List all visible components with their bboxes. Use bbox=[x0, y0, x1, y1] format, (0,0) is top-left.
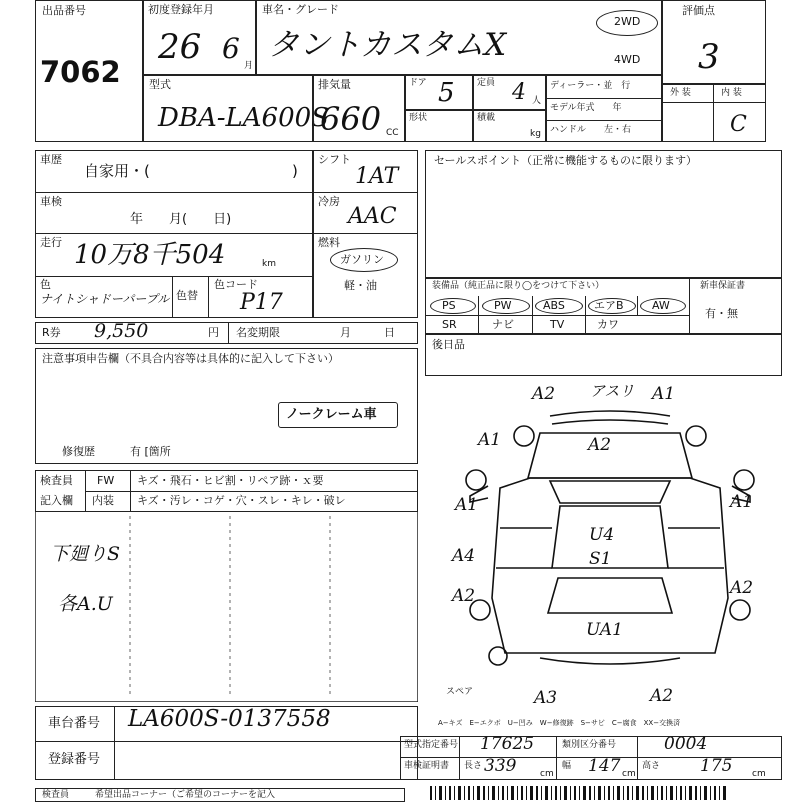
barcode bbox=[430, 786, 730, 800]
bottom-inspector-label: 検査員 bbox=[42, 790, 70, 800]
color-divider-2 bbox=[208, 276, 209, 318]
seats: 4 bbox=[512, 80, 526, 105]
seat-unit: 人 bbox=[532, 96, 542, 106]
equip-divider-3 bbox=[585, 296, 586, 334]
ext-int-divider-v bbox=[713, 84, 714, 142]
height-label: 高さ bbox=[642, 761, 661, 771]
shift-value: 1AT bbox=[355, 164, 399, 189]
regno-label: 登録番号 bbox=[48, 752, 101, 767]
fuel-option-2: 軽・油 bbox=[344, 279, 377, 292]
shape-label: 形状 bbox=[409, 113, 428, 123]
recycle-value: 9,550 bbox=[94, 320, 149, 342]
equip-leather: カワ bbox=[597, 318, 619, 331]
width-value: 147 bbox=[588, 756, 621, 776]
shift-divider-2 bbox=[313, 233, 418, 234]
load-unit: kg bbox=[530, 129, 541, 139]
equip-sr: SR bbox=[442, 318, 457, 331]
mark-a1-right-door: A1 bbox=[730, 492, 754, 512]
dealer-label: ディーラー・並 行 bbox=[550, 81, 631, 91]
disp-label: 排気量 bbox=[318, 78, 351, 91]
mark-a2-right-rear: A2 bbox=[730, 578, 754, 598]
chassis-label: 車台番号 bbox=[48, 716, 101, 731]
spare-label: スペア bbox=[446, 687, 474, 697]
int-label: 内 装 bbox=[721, 88, 742, 98]
reg-month: 6 bbox=[222, 32, 240, 65]
len-label: 長さ bbox=[464, 761, 483, 771]
mark-a2-hood: A2 bbox=[588, 435, 612, 455]
after-label: 後日品 bbox=[432, 338, 465, 351]
color-change-label: 色替 bbox=[176, 289, 198, 302]
shift-divider-1 bbox=[313, 192, 418, 193]
model-label: 型式 bbox=[149, 78, 171, 91]
len-value: 339 bbox=[484, 756, 517, 776]
height-value: 175 bbox=[700, 756, 733, 776]
recycle-yen: 円 bbox=[208, 326, 219, 339]
class-label: 類別区分番号 bbox=[562, 740, 617, 750]
equip-navi: ナビ bbox=[492, 318, 514, 331]
equip-divider-2 bbox=[532, 296, 533, 334]
dealer-divider-1 bbox=[546, 98, 662, 99]
drive-2wd: 2WD bbox=[614, 15, 641, 28]
reg-month-unit: 月 bbox=[244, 61, 254, 71]
chassis-divider-h bbox=[35, 741, 418, 742]
dealer-divider-2 bbox=[546, 120, 662, 121]
history-divider-1 bbox=[35, 192, 313, 193]
name-label: 車名・グレード bbox=[262, 3, 339, 16]
lot-number: 7062 bbox=[40, 55, 121, 89]
len-unit: cm bbox=[540, 769, 554, 779]
eval-score: 3 bbox=[698, 37, 720, 77]
ext-int-divider-h bbox=[662, 102, 766, 103]
drive-4wd: 4WD bbox=[614, 53, 641, 66]
inspect-label: 車検 bbox=[40, 195, 62, 208]
model-spec-value: 17625 bbox=[480, 734, 535, 754]
history-label: 車歴 bbox=[40, 153, 62, 166]
model-code: DBA-LA600S bbox=[158, 103, 329, 133]
history-divider-2 bbox=[35, 233, 313, 234]
deadline-value: 月 日 bbox=[340, 326, 395, 339]
inspector-divider-v1 bbox=[85, 470, 86, 512]
interior-value: キズ・汚レ・コゲ・穴・スレ・キレ・破レ bbox=[137, 494, 346, 507]
shift-label: シフト bbox=[318, 153, 351, 166]
fuel-option-1: ガソリン bbox=[340, 253, 384, 266]
mark-a2-front: A2 bbox=[532, 384, 556, 404]
load-label: 積載 bbox=[477, 113, 496, 123]
memo-line-1: 下廻りS bbox=[50, 543, 121, 565]
inspector-divider-h bbox=[85, 491, 418, 492]
warranty-label: 新車保証書 bbox=[700, 281, 746, 291]
equip-row-divider bbox=[425, 315, 689, 316]
mileage-label: 走行 bbox=[40, 236, 62, 249]
history-divider-3 bbox=[35, 276, 313, 277]
sales-label: セールスポイント（正常に機能するものに限ります） bbox=[434, 154, 698, 167]
mark-a1-left: A1 bbox=[478, 430, 502, 450]
memo-line-2: 各A.U bbox=[58, 593, 113, 615]
history-value: 自家用・( bbox=[84, 162, 150, 180]
mileage-unit: km bbox=[262, 259, 276, 269]
eval-label: 評価点 bbox=[682, 4, 715, 17]
chassis-divider-v bbox=[114, 706, 115, 780]
model-spec-label: 型式指定番号 bbox=[404, 740, 459, 750]
height-unit: cm bbox=[752, 769, 766, 779]
displacement: 660 bbox=[320, 100, 382, 138]
int-grade: C bbox=[730, 112, 747, 137]
ac-label: 冷房 bbox=[318, 195, 340, 208]
mark-u4: U4 bbox=[589, 525, 615, 545]
equip-airbag: エアB bbox=[594, 299, 624, 312]
fw-value: キズ・飛石・ヒビ割・リペア跡・ｘ要 bbox=[137, 474, 324, 487]
equip-abs: ABS bbox=[543, 299, 565, 312]
class-value: 0004 bbox=[664, 734, 708, 754]
equip-divider-4 bbox=[637, 296, 638, 315]
mark-scratch: アスリ bbox=[590, 382, 635, 400]
color-code-label: 色コード bbox=[214, 278, 258, 291]
history-close-paren: ) bbox=[292, 162, 298, 180]
spec-divider-v3 bbox=[637, 736, 638, 780]
mark-s1: S1 bbox=[589, 549, 612, 569]
equip-divider-v bbox=[689, 278, 690, 334]
warranty-value: 有・無 bbox=[705, 307, 738, 320]
stamp-text: ノークレーム車 bbox=[286, 407, 377, 422]
repair-value: 有 [箇所 bbox=[130, 445, 171, 458]
color-code: P17 bbox=[240, 290, 283, 315]
legend: A−キズ E−エクボ U−凹み W−修復跡 S−サビ C−腐食 XX−交換済 bbox=[438, 719, 681, 727]
mark-ua1: UA1 bbox=[586, 620, 623, 640]
size-label: 車検証明書 bbox=[404, 761, 450, 771]
sales-box bbox=[425, 150, 782, 278]
inspector-divider-v2 bbox=[130, 470, 131, 512]
seat-label: 定員 bbox=[477, 78, 496, 88]
recycle-label: R券 bbox=[42, 326, 61, 339]
color-label: 色 bbox=[40, 278, 51, 291]
color-value: ナイトシャドーパープル bbox=[40, 292, 170, 306]
inspect-value: 年 月( 日) bbox=[130, 212, 232, 227]
equip-ps: PS bbox=[442, 299, 456, 312]
width-label: 幅 bbox=[562, 761, 572, 771]
deadline-label: 名変期限 bbox=[236, 326, 280, 339]
equip-aw: AW bbox=[652, 299, 670, 312]
lot-label: 出品番号 bbox=[42, 4, 86, 17]
model-year-label: モデル年式 年 bbox=[550, 103, 622, 113]
spec-divider-v2 bbox=[556, 736, 557, 780]
fuel-label: 燃料 bbox=[318, 236, 340, 249]
mark-a1-front-right: A1 bbox=[652, 384, 676, 404]
car-name: タントカスタムX bbox=[268, 27, 507, 63]
reg-label: 初度登録年月 bbox=[148, 3, 214, 16]
color-divider-1 bbox=[172, 276, 173, 318]
ac-value: AAC bbox=[348, 204, 397, 229]
notes-label: 注意事項申告欄（不具合内容等は具体的に記入して下さい） bbox=[42, 352, 339, 365]
equip-label: 装備品（純正品に限り◯をつけて下さい） bbox=[432, 281, 605, 291]
mark-a2-left-rear: A2 bbox=[452, 586, 476, 606]
interior-label: 内装 bbox=[92, 494, 114, 507]
mark-a3: A3 bbox=[534, 688, 558, 708]
entry-label: 記入欄 bbox=[40, 494, 73, 507]
mark-a1-left-door: A1 bbox=[455, 495, 479, 515]
mileage-value: 10万8千504 bbox=[74, 240, 226, 270]
equip-divider-1 bbox=[478, 296, 479, 334]
fw-label: FW bbox=[97, 474, 115, 487]
ext-label: 外 装 bbox=[670, 88, 691, 98]
repair-label: 修復歴 bbox=[62, 445, 95, 458]
mark-a4: A4 bbox=[452, 546, 476, 566]
spec-divider-v1 bbox=[459, 736, 460, 780]
bottom-note: 希望出品コーナー（ご希望のコーナーを記入 bbox=[95, 790, 276, 800]
inspector-label: 検査員 bbox=[40, 474, 73, 487]
equip-tv: TV bbox=[550, 318, 565, 331]
disp-unit: CC bbox=[386, 128, 399, 138]
reg-year: 26 bbox=[158, 27, 202, 67]
mark-a2-rear: A2 bbox=[650, 686, 674, 706]
door-label: ドア bbox=[409, 78, 427, 88]
equip-pw: PW bbox=[494, 299, 512, 312]
doors: 5 bbox=[438, 78, 455, 108]
chassis-value: LA600S-0137558 bbox=[128, 706, 331, 732]
recycle-divider bbox=[228, 322, 229, 344]
after-box bbox=[425, 334, 782, 376]
width-unit: cm bbox=[622, 769, 636, 779]
handle-label: ハンドル 左・右 bbox=[550, 125, 632, 135]
